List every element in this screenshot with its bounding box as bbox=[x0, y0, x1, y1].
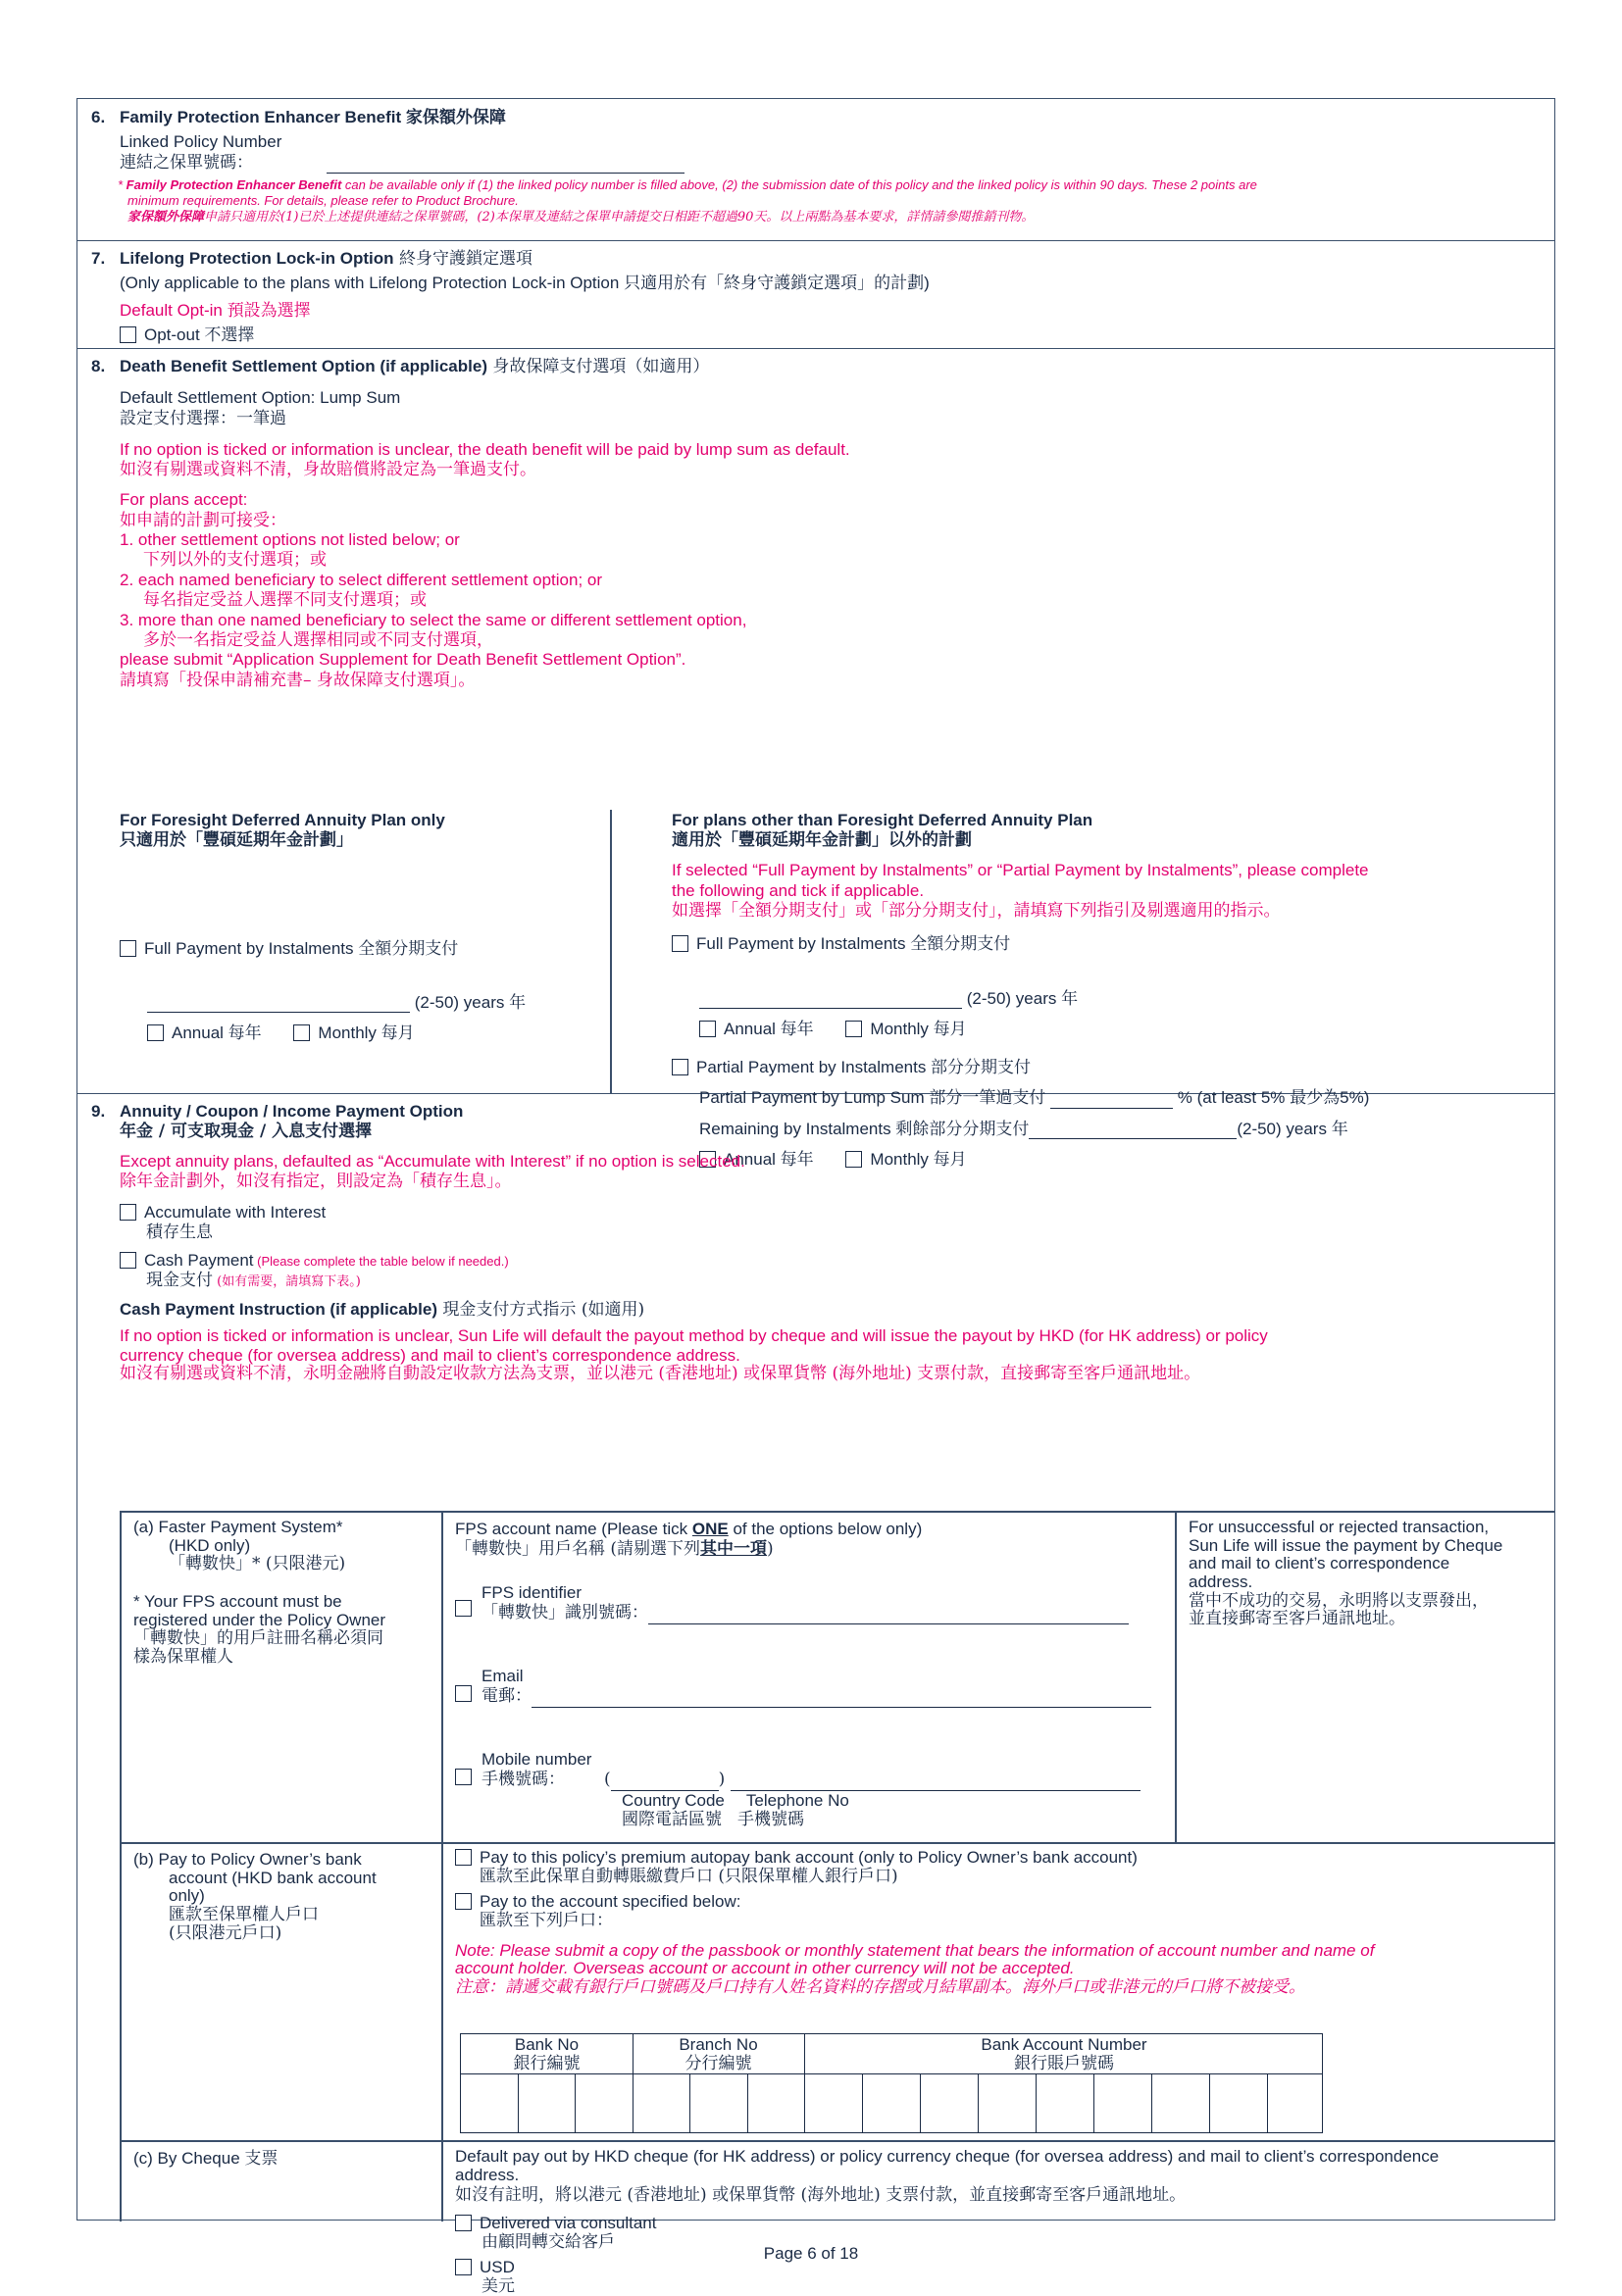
table-row-divider bbox=[120, 1842, 1554, 1844]
mobile-field: 手機號碼： ( ) bbox=[482, 1770, 1166, 1790]
section-number: 9. bbox=[91, 1102, 106, 1121]
bank-note: Note: Please submit a copy of the passbook or monthly statement that bears the information of account number and name of account holder. Overseas account or account in other currency will not be accepted. 注意：請遞交載有銀行戶口號碼及戶口持有人姓名資料的存摺或月結單副本。海外戶口或非港元的戶口將不被接受。 bbox=[455, 1940, 1375, 1998]
table-row-divider bbox=[120, 2140, 1554, 2142]
years-input[interactable] bbox=[147, 995, 410, 1013]
years-field: (2-50) years 年 bbox=[147, 992, 590, 1013]
annual-checkbox[interactable] bbox=[699, 1021, 716, 1037]
partial-lump-field: Partial Payment by Lump Sum 部分一筆過支付 % (at least 5% 最少為5%) bbox=[699, 1088, 1370, 1108]
table-left-border bbox=[120, 1511, 122, 2221]
table-column-divider bbox=[1175, 1511, 1177, 1842]
cash-payment-checkbox[interactable] bbox=[120, 1252, 136, 1269]
right-column-note: If selected “Full Payment by Instalments” or “Partial Payment by Instalments”, please complete the following and tick if applicable. 如選擇「全額分期支付」或「部分分期支付」，請填寫下列指引及剔選適用的指示。 bbox=[672, 860, 1369, 921]
years-field: (2-50) years 年 bbox=[699, 988, 1535, 1009]
usd-cn: 美元 bbox=[482, 2276, 515, 2296]
section-title: Death Benefit Settlement Option (if applicable) 身故保障支付選項（如適用） bbox=[120, 357, 710, 376]
linked-policy-input[interactable] bbox=[327, 156, 684, 174]
bank-options bbox=[455, 1849, 1548, 1997]
left-column bbox=[120, 810, 590, 1043]
accumulate-label-cn: 積存生息 bbox=[146, 1223, 213, 1243]
accumulate-checkbox[interactable] bbox=[120, 1204, 136, 1221]
mobile-label: Mobile number bbox=[482, 1750, 592, 1769]
frequency-options bbox=[699, 1019, 1535, 1039]
email-option bbox=[455, 1666, 1166, 1708]
fps-name-heading-cn: 「轉數快」用戶名稱 (請剔選下列其中一項) bbox=[455, 1539, 774, 1560]
years-input[interactable] bbox=[699, 991, 962, 1009]
account-number-header: Bank Account Number 銀行賬戶號碼 bbox=[981, 2035, 1147, 2073]
fps-identifier-checkbox[interactable] bbox=[455, 1600, 472, 1617]
branch-no-header: Branch No 分行編號 bbox=[679, 2035, 758, 2073]
branch-digit-box[interactable] bbox=[747, 2073, 748, 2132]
bank-label: (b) Pay to Policy Owner’s bank account (HKD bank account only) 匯款至保單權人戶口 (只限港元戶口) bbox=[133, 1850, 377, 1943]
full-instalments-option[interactable]: Full Payment by Instalments 全額分期支付 bbox=[672, 933, 1535, 954]
fps-identifier-option bbox=[455, 1582, 1166, 1624]
branch-digit-box[interactable] bbox=[689, 2073, 690, 2132]
account-digit-box[interactable] bbox=[862, 2073, 863, 2132]
accumulate-option[interactable]: Accumulate with Interest bbox=[120, 1202, 1541, 1223]
monthly-option[interactable]: Monthly 每月 bbox=[845, 1020, 966, 1038]
fps-name-heading: FPS account name (Please tick ONE of the options below only) bbox=[455, 1520, 923, 1538]
monthly-checkbox[interactable] bbox=[293, 1024, 310, 1041]
autopay-option-cn: 匯款至此保單自動轉賬繳費戶口 (只限保單權人銀行戶口) bbox=[480, 1866, 898, 1886]
plans-accept-list: For plans accept: 如申請的計劃可接受： 1. other settlement options not listed below; or 下列以外的支付選項；或 2. each named beneficiary to select different settlement option; or 每名指定受益人選擇不同支付選項；或 3. more than one named beneficiary to select the same or different settlement option, 多於一名指定受益人選擇相同或不同支付選項， please submit “Application Supplement for Death Benefit Settlement Option”. 請填寫「投保申請補充書– 身故保障支付選項」。 bbox=[120, 490, 747, 690]
mobile-option bbox=[455, 1749, 1166, 1830]
section-title: Family Protection Enhancer Benefit 家保額外保障 bbox=[120, 108, 506, 126]
email-checkbox[interactable] bbox=[455, 1685, 472, 1702]
fps-identifier-input[interactable] bbox=[648, 1607, 1129, 1624]
bank-digit-box[interactable] bbox=[518, 2073, 519, 2132]
right-column-title-cn: 適用於「豐碩延期年金計劃」以外的計劃 bbox=[672, 830, 972, 851]
account-digit-box[interactable] bbox=[1151, 2073, 1152, 2132]
email-label: Email bbox=[482, 1667, 524, 1685]
unsuccessful-note: For unsuccessful or rejected transaction, Sun Life will issue the payment by Cheque and mail to client’s correspondence address. 當中不成功的交易，永明將以支票發出， 並直接郵寄至客戶通訊地址。 bbox=[1189, 1518, 1503, 1629]
fps-account-name bbox=[455, 1519, 1166, 1830]
left-column-title: For Foresight Deferred Annuity Plan only bbox=[120, 811, 445, 829]
page-number: Page 6 of 18 bbox=[763, 2244, 859, 2263]
specified-account-option[interactable]: Pay to the account specified below: bbox=[455, 1893, 1548, 1912]
section-subtitle: (Only applicable to the plans with Lifelong Protection Lock-in Option 只適用於有「終身守護鎖定選項」的計劃) bbox=[120, 274, 930, 293]
telephone-input[interactable] bbox=[731, 1773, 1140, 1791]
full-instalments-option[interactable]: Full Payment by Instalments 全額分期支付 bbox=[120, 938, 590, 959]
fps-label: (a) Faster Payment System* (HKD only) 「轉數快」* (只限港元) * Your FPS account must be registered under the Policy Owner 「轉數快」的用戶註冊名稱必須同 樣為保單權人 bbox=[133, 1518, 386, 1668]
section-7 bbox=[77, 241, 1554, 349]
account-digit-box[interactable] bbox=[1036, 2073, 1037, 2132]
default-note-cn: 除年金計劃外，如沒有指定，則設定為「積存生息」。 bbox=[120, 1171, 512, 1191]
no-option-note: If no option is ticked or information is unclear, the death benefit will be paid by lump sum as default. bbox=[120, 439, 850, 459]
specified-account-option-cn: 匯款至下列戶口： bbox=[480, 1911, 613, 1931]
bank-no-header: Bank No 銀行編號 bbox=[513, 2035, 581, 2073]
account-digit-box[interactable] bbox=[1093, 2073, 1094, 2132]
no-option-note-cn: 如沒有剔選或資料不清，身故賠償將設定為一筆過支付。 bbox=[120, 460, 536, 479]
table-top-border bbox=[120, 1511, 1554, 1513]
default-opt-in: Default Opt-in 預設為選擇 bbox=[120, 300, 311, 320]
section-title-cn: 年金 / 可支取現金 / 入息支付選擇 bbox=[120, 1122, 373, 1142]
bank-digit-box[interactable] bbox=[575, 2073, 576, 2132]
remaining-field: Remaining by Instalments 剩餘部分分期支付 (2-50) years 年 bbox=[699, 1119, 1348, 1138]
monthly-option[interactable]: Monthly 每月 bbox=[845, 1150, 966, 1169]
partial-instalments-checkbox[interactable] bbox=[672, 1059, 688, 1075]
via-consultant-cn: 由顧問轉交給客戶 bbox=[482, 2231, 615, 2252]
opt-out-option[interactable]: Opt-out 不選擇 bbox=[120, 324, 1541, 345]
section-number: 7. bbox=[91, 249, 106, 268]
right-column-title: For plans other than Foresight Deferred Annuity Plan bbox=[672, 811, 1093, 829]
account-digit-box[interactable] bbox=[1209, 2073, 1210, 2132]
account-digit-box[interactable] bbox=[978, 2073, 979, 2132]
default-note: Except annuity plans, defaulted as “Accumulate with Interest” if no option is selected. bbox=[120, 1151, 745, 1171]
mobile-subfields: Country Code Telephone No 國際電話區號 手機號碼 bbox=[622, 1790, 849, 1830]
column-divider bbox=[610, 810, 612, 1094]
email-input[interactable] bbox=[532, 1690, 1151, 1708]
cash-payment-option[interactable]: Cash Payment (Please complete the table below if needed.) bbox=[120, 1250, 1541, 1271]
fpe-note: * Family Protection Enhancer Benefit can be available only if (1) the linked policy number is filled above, (2) the submission date of this policy and the linked policy is within 90 days. These 2 points are minimum requirements. For details, please refer to Product Brochure. 家保額外保障申請只適用於(1)已於上述提供連結之保單號碼，(2)本保單及連結之保單申請提交日相距不超過90天。以上兩點為基本要求，詳情請參閱推銷刊物。 bbox=[118, 176, 1257, 225]
monthly-checkbox[interactable] bbox=[845, 1021, 862, 1037]
default-settlement-cn: 設定支付選擇：一筆過 bbox=[120, 408, 286, 428]
section-title: Annuity / Coupon / Income Payment Option bbox=[120, 1102, 464, 1121]
linked-policy-label: Linked Policy Number bbox=[120, 132, 282, 152]
mobile-checkbox[interactable] bbox=[455, 1769, 472, 1785]
via-consultant-checkbox[interactable] bbox=[455, 2215, 472, 2231]
fps-identifier-field: 「轉數快」識別號碼： bbox=[482, 1603, 1166, 1623]
account-digit-box[interactable] bbox=[920, 2073, 921, 2132]
instruction-title: Cash Payment Instruction (if applicable) 現金支付方式指示 (如適用) bbox=[120, 1300, 645, 1320]
section-title: Lifelong Protection Lock-in Option 終身守護鎖定選項 bbox=[120, 249, 532, 269]
annual-option[interactable]: Annual 每年 bbox=[699, 1020, 814, 1038]
usd-option[interactable]: USD bbox=[455, 2259, 1548, 2277]
partial-instalments-option[interactable]: Partial Payment by Instalments 部分分期支付 bbox=[672, 1057, 1535, 1077]
autopay-option[interactable]: Pay to this policy’s premium autopay bank account (only to Policy Owner’s bank account) bbox=[455, 1849, 1548, 1868]
frequency-options bbox=[147, 1023, 590, 1043]
cheque-default-note: If no option is ticked or information is unclear, Sun Life will default the payout method by cheque and will issue the payout by HKD (for HK address) or policy currency cheque (for oversea address) and mail to client’s correspondence address. 如沒有剔選或資料不清，永明金融將自動設定收款方法為支票，並以港元 (香港地址) 或保單貨幣 (海外地址) 支票付款，直接郵寄至客戶通訊地址。 bbox=[120, 1326, 1268, 1384]
via-consultant-option[interactable]: Delivered via consultant bbox=[455, 2215, 1548, 2233]
full-instalments-checkbox[interactable] bbox=[672, 935, 688, 952]
specified-account-checkbox[interactable] bbox=[455, 1893, 472, 1910]
country-code-input[interactable] bbox=[611, 1773, 719, 1791]
left-column-title-cn: 只適用於「豐碩延期年金計劃」 bbox=[120, 830, 353, 851]
account-digit-box[interactable] bbox=[1267, 2073, 1268, 2132]
opt-out-checkbox[interactable] bbox=[120, 326, 136, 343]
autopay-checkbox[interactable] bbox=[455, 1849, 472, 1866]
default-settlement: Default Settlement Option: Lump Sum bbox=[120, 388, 401, 408]
table-column-divider bbox=[441, 1511, 443, 2221]
email-field: 電郵： bbox=[482, 1686, 1166, 1707]
cheque-options: Default pay out by HKD cheque (for HK address) or policy currency cheque (for oversea address) and mail to client’s correspondence address. 如沒有註明，將以港元 (香港地址) 或保單貨幣 (海外地址) 支票付款，並直接郵寄至客戶通訊地址。 Delivered via consultant 由顧問轉交給客戶 USD 美元 bbox=[455, 2148, 1548, 2296]
cheque-label: (c) By Cheque 支票 bbox=[133, 2149, 279, 2168]
full-instalments-checkbox[interactable] bbox=[120, 940, 136, 957]
section-number: 6. bbox=[91, 108, 106, 126]
fps-identifier-label: FPS identifier bbox=[482, 1583, 583, 1602]
section-number: 8. bbox=[91, 357, 106, 375]
section-6 bbox=[77, 99, 1554, 241]
bank-account-grid bbox=[460, 2033, 1323, 2133]
monthly-option[interactable]: Monthly 每月 bbox=[293, 1023, 414, 1042]
annual-checkbox[interactable] bbox=[147, 1024, 164, 1041]
linked-policy-label-cn: 連結之保單號碼： bbox=[120, 153, 1541, 174]
annual-option[interactable]: Annual 每年 bbox=[147, 1023, 262, 1042]
annual-option[interactable]: Annual 每年 bbox=[699, 1150, 814, 1169]
cash-payment-label-cn: 現金支付 (如有需要，請填寫下表。) bbox=[146, 1270, 361, 1290]
